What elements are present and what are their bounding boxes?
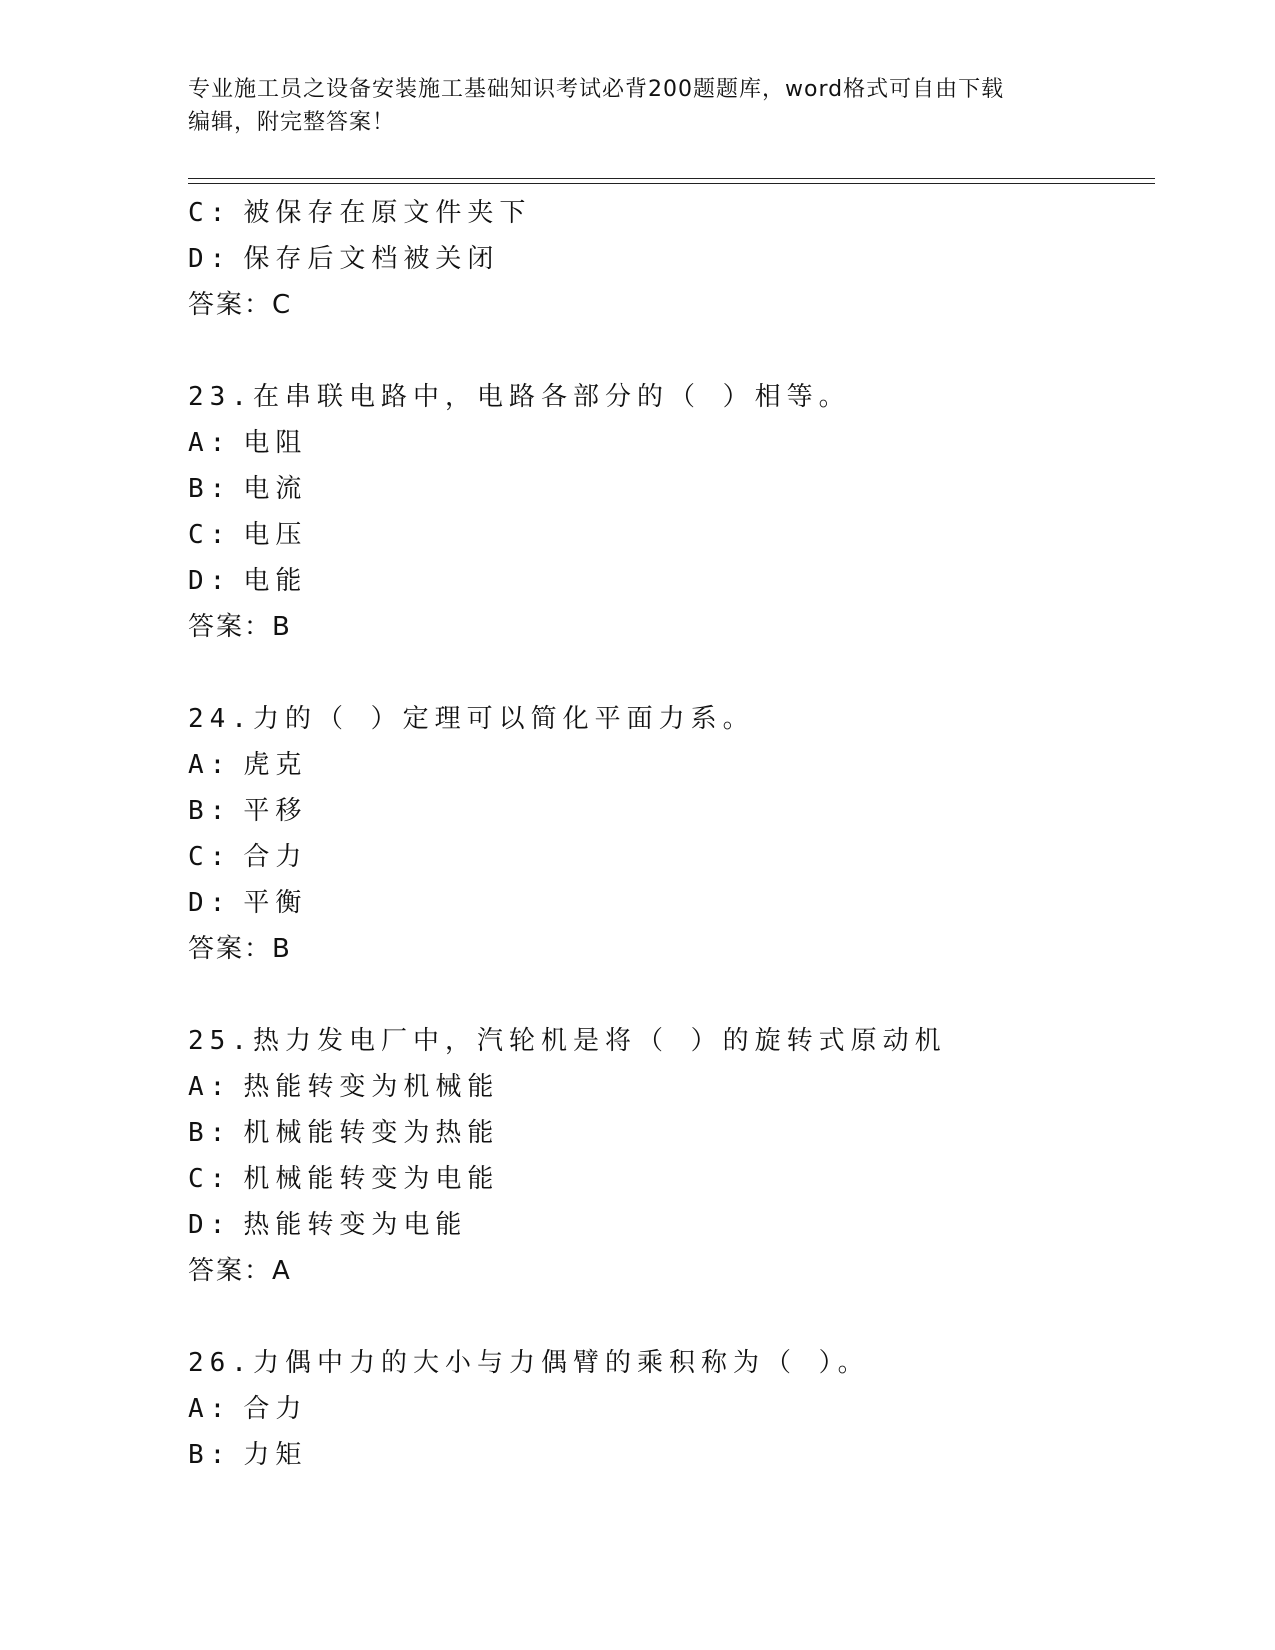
option-text: 力矩 <box>243 1440 308 1470</box>
option-a <box>188 742 1155 788</box>
answer-line: 答案：A <box>188 1256 292 1286</box>
option-text: 被保存在原文件夹下 <box>243 198 532 228</box>
question-stem-24: 24.力的（ ）定理可以简化平面力系。 <box>188 704 755 734</box>
option-letter: C: <box>188 842 232 872</box>
option-d <box>188 558 1155 604</box>
option-letter: C: <box>188 198 232 228</box>
option-letter: C: <box>188 520 232 550</box>
option-text: 热能转变为电能 <box>243 1210 468 1240</box>
option-letter: B: <box>188 474 232 504</box>
spacer <box>188 328 1155 374</box>
option-letter: A: <box>188 1072 232 1102</box>
option-a <box>188 1064 1155 1110</box>
answer-line: 答案：B <box>188 934 292 964</box>
question-stem-25: 25.热力发电厂中，汽轮机是将（ ）的旋转式原动机 <box>188 1026 947 1056</box>
option-c <box>188 1156 1155 1202</box>
option-text: 虎克 <box>243 750 308 780</box>
answer-line: 答案：C <box>188 290 293 320</box>
option-text: 机械能转变为电能 <box>243 1164 500 1194</box>
header-divider-bottom <box>188 183 1155 184</box>
option-letter: D: <box>188 1210 232 1240</box>
option-letter: A: <box>188 750 232 780</box>
option-b <box>188 788 1155 834</box>
option-letter: A: <box>188 1394 232 1424</box>
option-d <box>188 1202 1155 1248</box>
option-text: 电能 <box>243 566 308 596</box>
option-text: 平移 <box>243 796 308 826</box>
spacer <box>188 972 1155 1018</box>
option-a <box>188 1386 1155 1432</box>
option-text: 合力 <box>243 842 308 872</box>
option-text: 保存后文档被关闭 <box>243 244 500 274</box>
option-d <box>188 880 1155 926</box>
option-letter: D: <box>188 888 232 918</box>
answer-line: 答案：B <box>188 612 292 642</box>
option-letter: C: <box>188 1164 232 1194</box>
option-text: 机械能转变为热能 <box>243 1118 500 1148</box>
question-stem-26: 26.力偶中力的大小与力偶臂的乘积称为（ ）。 <box>188 1348 870 1378</box>
option-text: 合力 <box>243 1394 308 1424</box>
option-text: 电压 <box>243 520 308 550</box>
question-list <box>188 190 1155 1478</box>
option-text: 热能转变为机械能 <box>243 1072 500 1102</box>
option-letter: D: <box>188 244 232 274</box>
option-c <box>188 512 1155 558</box>
question-stem-23: 23.在串联电路中，电路各部分的（ ）相等。 <box>188 382 851 412</box>
option-text: 电流 <box>243 474 308 504</box>
option-text: 平衡 <box>243 888 308 918</box>
option-b <box>188 466 1155 512</box>
option-letter: D: <box>188 566 232 596</box>
option-letter: B: <box>188 1118 232 1148</box>
option-b <box>188 1432 1155 1478</box>
option-letter: B: <box>188 796 232 826</box>
spacer <box>188 650 1155 696</box>
spacer <box>188 1294 1155 1340</box>
option-c <box>188 834 1155 880</box>
option-d <box>188 236 1155 282</box>
option-text: 电阻 <box>243 428 308 458</box>
option-letter: B: <box>188 1440 232 1470</box>
header-title-line-1: 专业施工员之设备安装施工基础知识考试必背200题题库，word格式可自由下载 <box>188 77 1005 102</box>
header-title-line-2: 编辑，附完整答案！ <box>188 110 396 135</box>
option-letter: A: <box>188 428 232 458</box>
document-header <box>188 73 1088 139</box>
option-b <box>188 1110 1155 1156</box>
option-c <box>188 190 1155 236</box>
header-divider-top <box>188 178 1155 179</box>
option-a <box>188 420 1155 466</box>
